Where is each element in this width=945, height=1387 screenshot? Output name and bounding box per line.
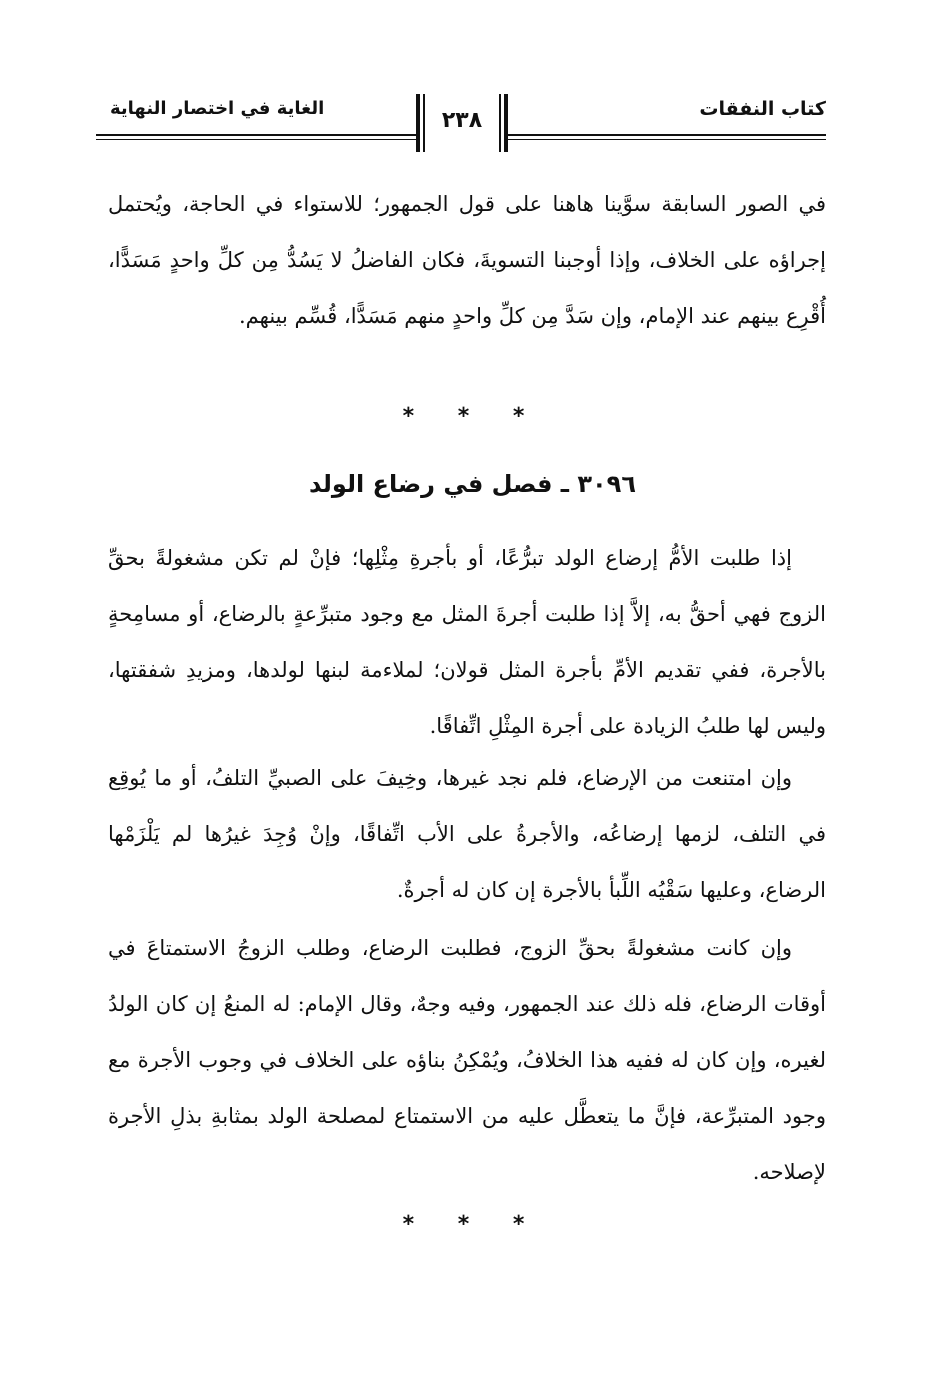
header-book-title: الغاية في اختصار النهاية: [110, 98, 325, 119]
section-heading: ٣٠٩٦ ـ فصل في رضاع الولد: [309, 470, 636, 498]
section-separator: * * *: [402, 404, 543, 429]
page-number-border: [416, 94, 420, 152]
page-number-border: [504, 94, 508, 152]
page-number-box: [416, 94, 508, 152]
page-number-border: [423, 94, 425, 152]
header-book-section: كتاب النفقات: [699, 98, 826, 120]
paragraph-continuation: في الصور السابقة سوَّينا هاهنا على قول الجمهور؛ للاستواء في الحاجة، ويُحتمل إجراؤه على الخلاف، وإذا أوجبنا التسويةَ، فكان الفاضلُ لا يَسُدُّ مِن كلِّ واحدٍ مَسَدًّا، أُقْرِع بينهم عند الإمام، وإن سَدَّ مِن كلِّ واحدٍ منهم مَسَدًّا، قُسِّم بينهم.: [108, 192, 826, 328]
page-number-border: [499, 94, 501, 152]
paragraph: وإن امتنعت من الإرضاع، فلم نجد غيرها، وخِيفَ على الصبيِّ التلفُ، أو ما يُوقِع في التلف، لزمها إرضاعُه، والأجرةُ على الأب اتِّفاقًا، وإنْ وُجِدَ غيرُها لم يَلْزَمْها الرضاع، وعليها سَقْيُه اللِّبأ بالأجرة إن كان له أجرةٌ.: [108, 766, 826, 902]
paragraph: وإن كانت مشغولةً بحقِّ الزوج، فطلبت الرضاع، وطلب الزوجُ الاستمتاعَ في أوقات الرضاع، فله ذلك عند الجمهور، وفيه وجهٌ، وقال الإمام: له المنعُ إن كان الولدُ لغيره، وإن كان له ففيه هذا الخلافُ، ويُمْكِنُ بناؤه على الخلاف في وجوب الأجرة مع وجود المتبرِّعة، فإنَّ ما يتعطَّل عليه من الاستمتاع لمصلحة الولد بمثابةِ بذلِ الأجرة لإصلاحه.: [108, 936, 826, 1184]
paragraph: إذا طلبت الأمُّ إرضاع الولد تبرُّعًا، أو بأجرةِ مِثْلِها؛ فإنْ لم تكن مشغولةً بحقِّ الزوج فهي أحقُّ به، إلاَّ إذا طلبت أجرةَ المثل مع وجود متبرِّعةٍ بالرضاع، أو مسامِحةٍ بالأجرة، ففي تقديم الأمِّ بأجرة المثل قولان؛ لملاءمة لبنها لولدها، ومزيدِ شفقتها، وليس لها طلبُ الزيادة على أجرة المِثْلِ اتِّفاقًا.: [108, 546, 826, 738]
running-header: [96, 92, 826, 152]
page-number: ٢٣٨: [441, 108, 483, 133]
section-separator: * * *: [402, 1212, 543, 1237]
